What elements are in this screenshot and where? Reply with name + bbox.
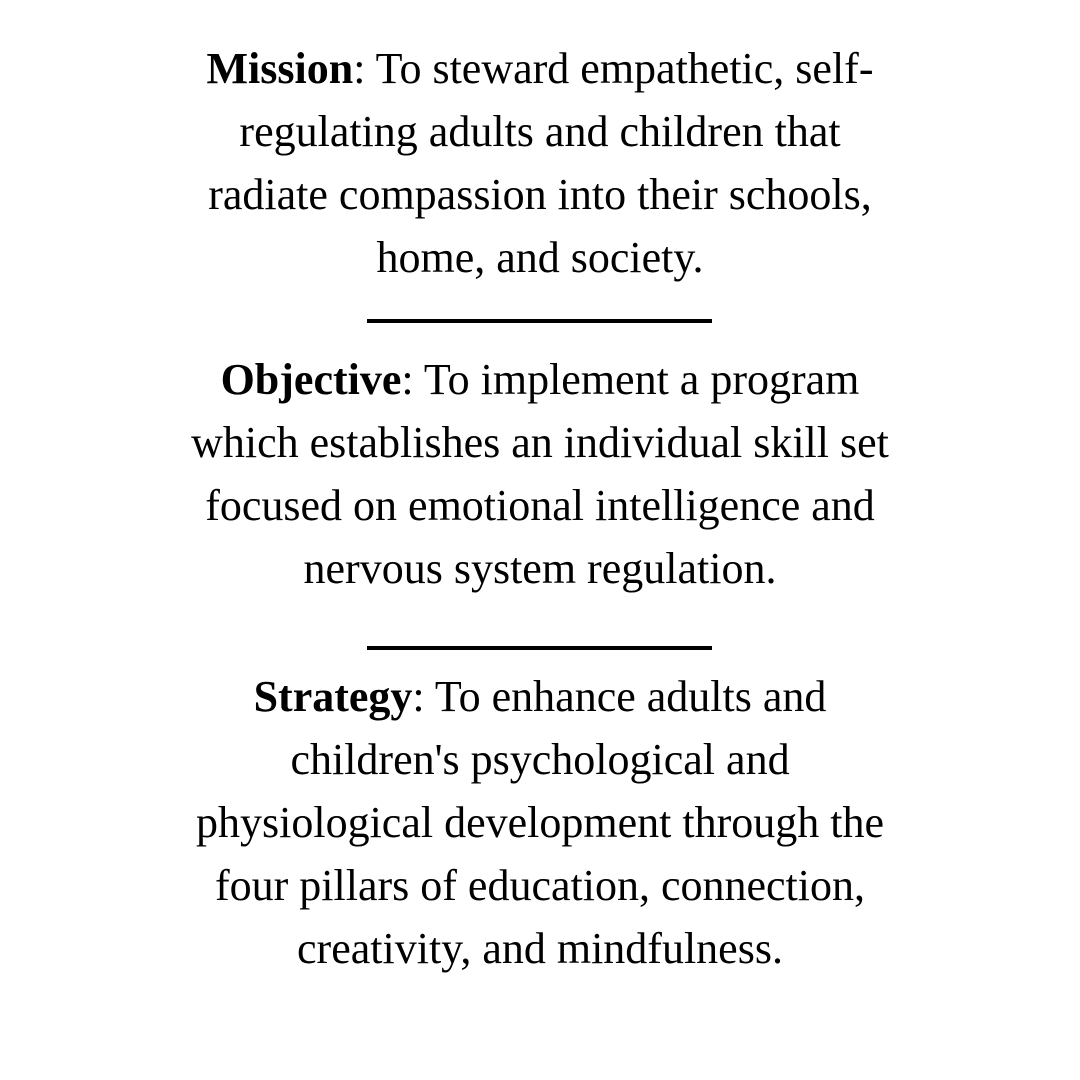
mission-line-3: radiate compassion into their schools, [208, 170, 872, 219]
strategy-line-4: four pillars of education, connection, [214, 861, 865, 910]
objective-text-1: : To implement a program [401, 355, 860, 404]
strategy-line-3: physiological development through the [196, 798, 884, 847]
strategy-line-5: creativity, and mindfulness. [297, 924, 783, 973]
strategy-line-2: children's psychological and [290, 735, 790, 784]
objective-line-1 [170, 348, 910, 411]
strategy-text-1: : To enhance adults and [412, 672, 827, 721]
section-divider [367, 319, 712, 323]
objective-line-3: focused on emotional intelligence and [205, 481, 875, 530]
mission-heading: Mission [206, 44, 354, 93]
objective-statement [170, 348, 910, 600]
objective-line-2: which establishes an individual skill set [191, 418, 889, 467]
mission-line-4: home, and society. [376, 233, 704, 282]
mission-text-1: : To steward empathetic, self- [353, 44, 874, 93]
mission-line-2: regulating adults and children that [239, 107, 841, 156]
objective-line-4: nervous system regulation. [303, 544, 777, 593]
strategy-heading: Strategy [253, 672, 413, 721]
mission-line-1 [170, 37, 910, 100]
section-divider [367, 646, 712, 650]
mission-statement [170, 37, 910, 289]
strategy-statement [170, 665, 910, 980]
strategy-line-1 [170, 665, 910, 728]
objective-heading: Objective [220, 355, 402, 404]
